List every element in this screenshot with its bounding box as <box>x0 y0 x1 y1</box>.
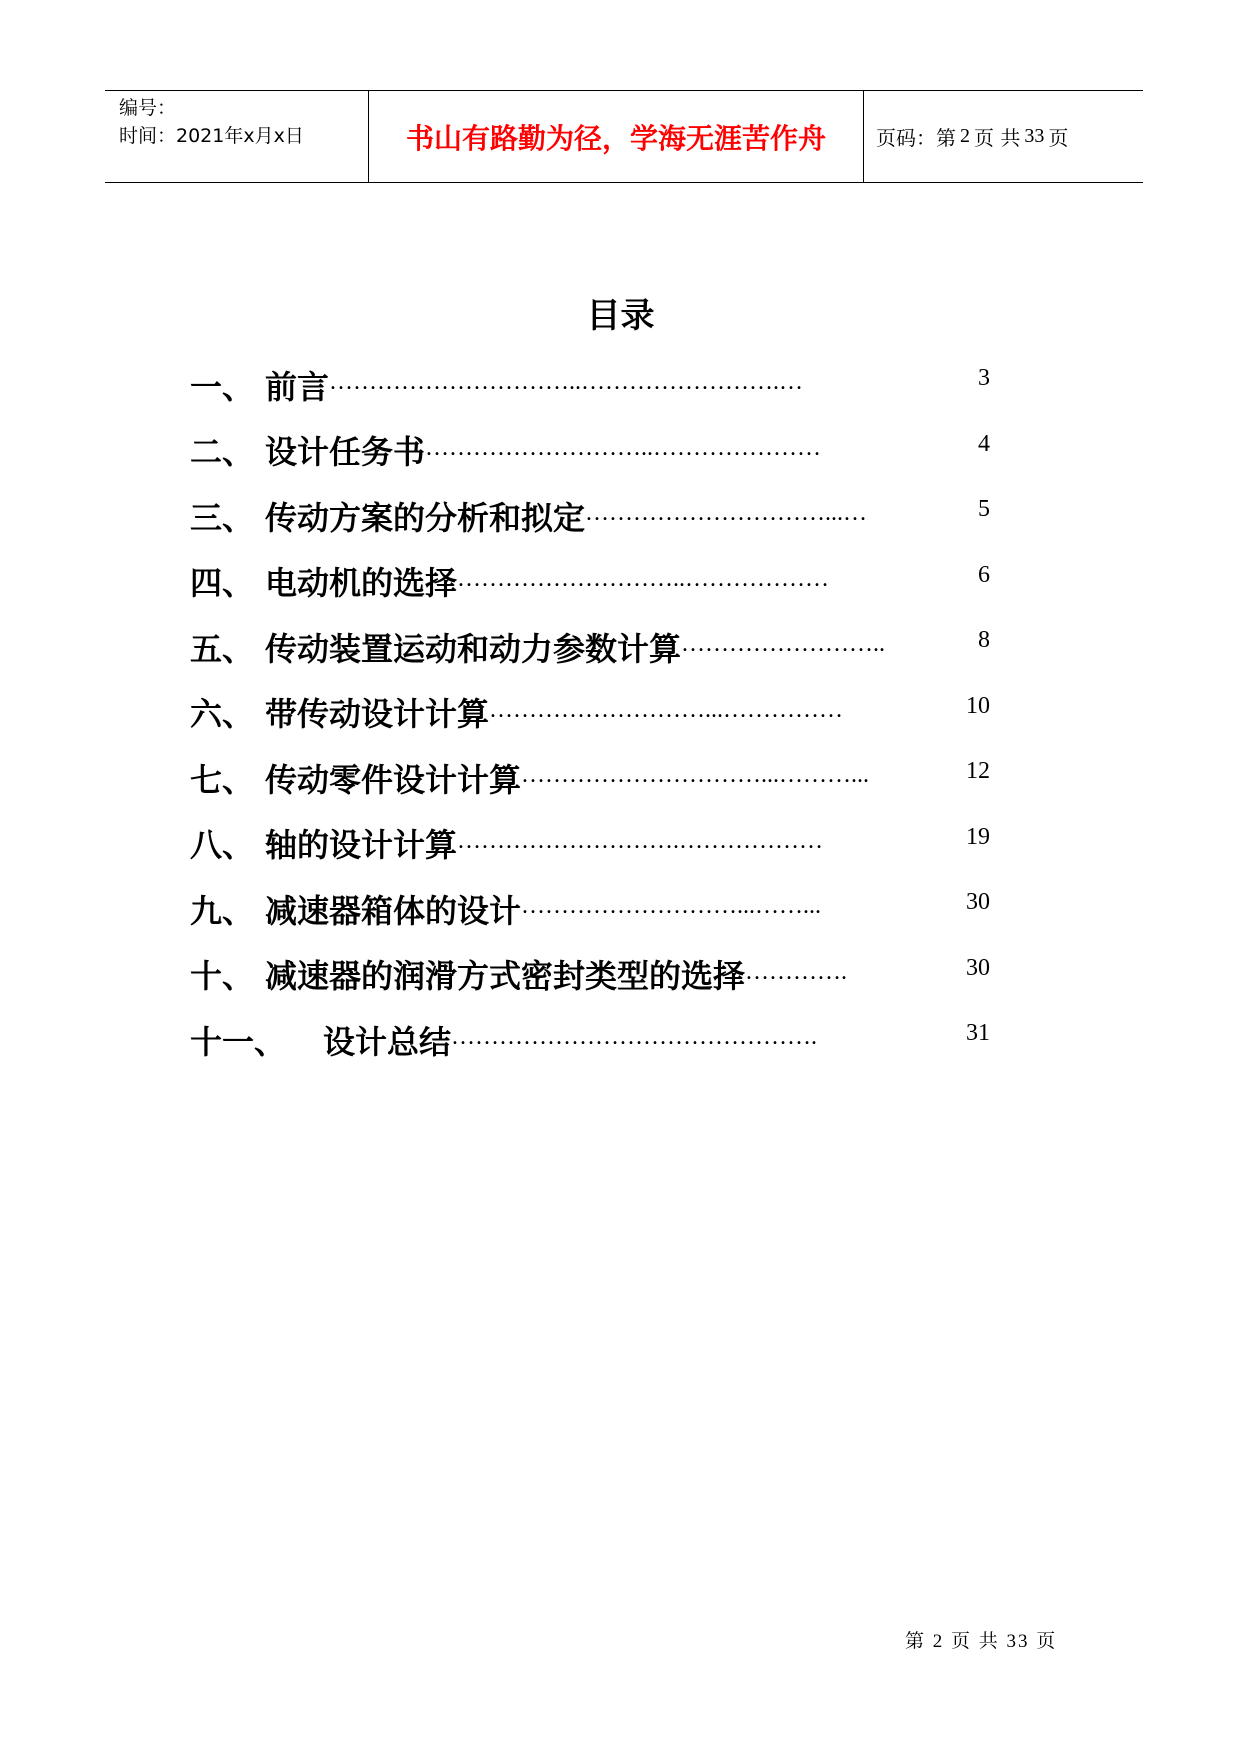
toc-entry-page: 31 <box>966 1020 990 1047</box>
toc-entry[interactable] <box>190 549 990 615</box>
toc-entry-number: 九、 <box>190 891 255 930</box>
toc-entry-leader: ……………………….……………… <box>457 827 824 854</box>
toc-entry-page: 6 <box>978 561 990 588</box>
toc-entry-title: 减速器的润滑方式密封类型的选择 <box>265 957 746 996</box>
table-of-contents <box>190 352 990 1073</box>
page-total: 33 <box>1024 125 1045 147</box>
toc-entry-number: 三、 <box>190 498 255 537</box>
time-label: 时间：2021年x月x日 <box>119 125 304 147</box>
toc-entry-number: 五、 <box>190 629 255 668</box>
header-motto-cell <box>369 91 864 182</box>
toc-entry-leader: …………………………...… <box>585 500 868 527</box>
toc-entry[interactable] <box>190 680 990 746</box>
toc-entry-title: 轴的设计计算 <box>265 826 458 865</box>
toc-entry-number: 十一、 <box>190 1022 287 1061</box>
toc-entry[interactable] <box>190 876 990 942</box>
toc-entry[interactable] <box>190 614 990 680</box>
page-end: 页 <box>1048 126 1069 150</box>
number-label: 编号： <box>119 97 177 119</box>
page-current: 2 <box>960 125 970 147</box>
toc-entry-title: 前言 <box>265 367 330 406</box>
toc-entry-page: 19 <box>966 823 990 850</box>
toc-entry-number: 一、 <box>190 367 255 406</box>
toc-entry-page: 30 <box>966 889 990 916</box>
toc-entry[interactable] <box>190 942 990 1008</box>
page-footer: 第 2 页 共 33 页 <box>905 1631 1058 1652</box>
toc-entry-title: 电动机的选择 <box>265 564 458 603</box>
toc-entry-leader: ………………………...…………… <box>489 696 844 723</box>
toc-entry-number: 十、 <box>190 957 255 996</box>
page-label: 页码：第 <box>876 126 956 150</box>
toc-entry-title: 传动零件设计计算 <box>265 760 522 799</box>
toc-entry-leader: …………………………..…………………….… <box>329 369 804 396</box>
toc-entry-leader: ………………………………………. <box>451 1024 818 1051</box>
page-header <box>105 90 1143 183</box>
toc-entry-number: 八、 <box>190 826 255 865</box>
toc-entry-number: 四、 <box>190 564 255 603</box>
toc-entry[interactable] <box>190 745 990 811</box>
header-info-cell <box>105 91 369 182</box>
motto-text: 书山有路勤为径，学海无涯苦作舟 <box>405 121 826 155</box>
toc-entry-leader: …………. <box>745 958 848 985</box>
toc-entry-title: 设计总结 <box>323 1022 452 1061</box>
toc-entry-page: 4 <box>978 430 990 457</box>
toc-entry-page: 5 <box>978 496 990 523</box>
toc-entry-number: 六、 <box>190 695 255 734</box>
toc-entry-number: 二、 <box>190 433 255 472</box>
header-page-cell <box>864 91 1143 182</box>
toc-entry-page: 8 <box>978 627 990 654</box>
page-mid: 页 共 <box>974 126 1021 150</box>
toc-entry[interactable] <box>190 352 990 418</box>
toc-entry-title: 传动装置运动和动力参数计算 <box>265 629 682 668</box>
toc-entry[interactable] <box>190 1007 990 1073</box>
toc-entry-leader: …………………………...………... <box>521 762 870 789</box>
toc-entry[interactable] <box>190 483 990 549</box>
toc-entry-page: 10 <box>966 692 990 719</box>
toc-entry-leader: ………………………..……………… <box>457 565 830 592</box>
toc-entry-title: 传动方案的分析和拟定 <box>265 498 586 537</box>
toc-entry-leader: ………………………..………………… <box>425 434 822 461</box>
toc-entry-page: 3 <box>978 365 990 392</box>
toc-entry-title: 减速器箱体的设计 <box>265 891 522 930</box>
toc-entry-page: 12 <box>966 758 990 785</box>
toc-entry-page: 30 <box>966 954 990 981</box>
toc-entry-leader: ………………………...……... <box>521 893 822 920</box>
toc-entry[interactable] <box>190 811 990 877</box>
toc-entry-leader: …………………….. <box>681 631 886 658</box>
toc-entry-number: 七、 <box>190 760 255 799</box>
toc-entry[interactable] <box>190 418 990 484</box>
toc-entry-title: 带传动设计计算 <box>265 695 490 734</box>
toc-entry-title: 设计任务书 <box>265 433 426 472</box>
toc-title: 目录 <box>586 296 655 336</box>
